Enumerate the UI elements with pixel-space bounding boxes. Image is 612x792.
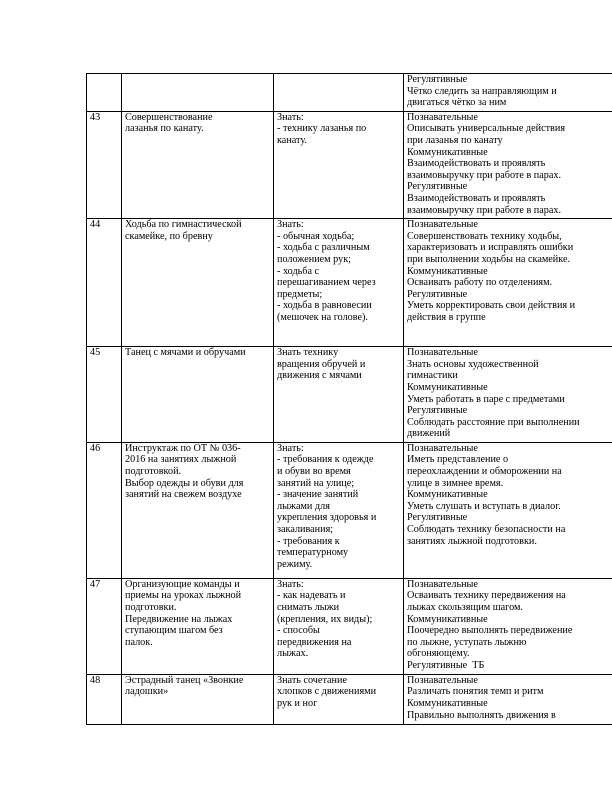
cell-text-line: Коммуникативные xyxy=(407,698,488,710)
cell-text-line: Передвижение на лыжах xyxy=(125,613,233,625)
cell-text-line: температурному xyxy=(277,547,349,559)
cell-text-line: Познавательные xyxy=(407,578,478,590)
table-row xyxy=(87,674,612,724)
cell-text-line: - как надевать и xyxy=(277,590,346,602)
cell-text-line: Соблюдать технику безопасности на xyxy=(407,524,566,536)
cell-text-line: движения с мячами xyxy=(277,370,362,382)
cell-text-line: улице в зимнее время. xyxy=(407,477,504,489)
cell-text-line: Взаимодействовать и проявлять xyxy=(407,158,546,170)
lesson-topic-cell xyxy=(122,219,274,347)
cell-text-line: Знать: xyxy=(277,111,304,123)
lesson-topic-cell xyxy=(122,578,274,674)
cell-text-line: Знать основы художественной xyxy=(407,358,539,370)
cell-text-line: Знать: xyxy=(277,578,304,590)
cell-text-line: занятиях лыжной подготовки. xyxy=(407,535,537,547)
cell-text-line: канату. xyxy=(277,134,307,146)
cell-text-line: Инструктаж по ОТ № 036- xyxy=(125,442,241,454)
cell-text-line: лазанья по канату. xyxy=(125,123,204,135)
cell-text-line: Знать: xyxy=(277,442,304,454)
cell-text-line: Познавательные xyxy=(407,219,478,231)
cell-text-line: Иметь представление о xyxy=(407,454,509,466)
learning-actions-cell xyxy=(404,442,612,578)
cell-text-line: Знать технику xyxy=(277,347,339,359)
cell-text-line: по лыжне, уступать лыжню xyxy=(407,636,527,648)
lesson-number-cell xyxy=(87,674,122,724)
cell-text-line: подготовкой. xyxy=(125,466,182,478)
cell-text-line: Познавательные xyxy=(407,674,478,686)
table-body xyxy=(87,74,612,725)
cell-text-line: Регулятивные xyxy=(407,405,468,417)
learning-actions-cell xyxy=(404,111,612,218)
cell-text-line: Различать понятия темп и ритм xyxy=(407,686,544,698)
table-row xyxy=(87,578,612,674)
lesson-number: 44 xyxy=(90,219,101,231)
cell-text-line: Регулятивные ТБ xyxy=(407,660,485,672)
cell-text-line: 2016 на занятиях лыжной xyxy=(125,454,237,466)
cell-text-line: при выполнении ходьбы на скамейке. xyxy=(407,253,571,265)
knowledge-cell xyxy=(274,674,404,724)
cell-text-line: гимнастики xyxy=(407,370,458,382)
lesson-topic-cell xyxy=(122,674,274,724)
knowledge-cell xyxy=(274,219,404,347)
cell-text-line: (мешочек на голове). xyxy=(277,311,368,323)
lesson-topic-cell xyxy=(122,442,274,578)
cell-text-line: и обуви во время xyxy=(277,466,351,478)
cell-text-line: - требования к одежде xyxy=(277,454,374,466)
table-row xyxy=(87,347,612,443)
cell-text-line: - значение занятий xyxy=(277,489,359,501)
cell-text-line: лыжах скользящим шагом. xyxy=(407,602,523,614)
cell-text-line: Познавательные xyxy=(407,442,478,454)
lesson-number-cell xyxy=(87,219,122,347)
knowledge-cell xyxy=(274,442,404,578)
cell-text-line: рук и ног xyxy=(277,698,318,710)
cell-text-line: Коммуникативные xyxy=(407,265,488,277)
cell-text-line: переохлаждении и обморожении на xyxy=(407,466,562,478)
cell-text-line: вращения обручей и xyxy=(277,358,366,370)
cell-text-line: подготовки. xyxy=(125,602,177,614)
cell-text-line: Эстрадный танец «Звонкие xyxy=(125,674,244,686)
cell-text-line: Знать сочетание xyxy=(277,674,347,686)
cell-text-line: - технику лазанья по xyxy=(277,123,367,135)
cell-text-line: взаимовыручку при работе в парах. xyxy=(407,204,562,216)
cell-text-line: Выбор одежды и обуви для xyxy=(125,477,244,489)
cell-text-line: - ходьба с xyxy=(277,265,320,277)
knowledge-cell xyxy=(274,578,404,674)
cell-text-line: режиму. xyxy=(277,558,313,570)
cell-text-line: Соблюдать расстояние при выполнении xyxy=(407,416,580,428)
cell-text-line: предметы; xyxy=(277,288,323,300)
cell-text-line: ступающим шагом без xyxy=(125,625,223,637)
knowledge-cell xyxy=(274,347,404,443)
learning-actions-cell xyxy=(404,219,612,347)
cell-text-line: занятий на улице; xyxy=(277,477,355,489)
table-row xyxy=(87,74,612,112)
lesson-topic-cell xyxy=(122,74,274,112)
cell-text-line: двигаться чётко за ним xyxy=(407,97,507,109)
learning-actions-cell xyxy=(404,74,612,112)
cell-text-line: Совершенствовать технику ходьбы, xyxy=(407,230,562,242)
cell-text-line: Организующие команды и xyxy=(125,578,240,590)
cell-text-line: при лазанья по канату xyxy=(407,134,503,146)
cell-text-line: Познавательные xyxy=(407,111,478,123)
cell-text-line: движений xyxy=(407,428,451,440)
lesson-number: 48 xyxy=(90,674,101,686)
cell-text-line: лыжами для xyxy=(277,500,330,512)
lesson-plan-table xyxy=(86,73,612,725)
cell-text-line: Ходьба по гимнастической xyxy=(125,219,242,231)
cell-text-line: действия в группе xyxy=(407,311,486,323)
lesson-number: 46 xyxy=(90,442,101,454)
cell-text-line: Знать: xyxy=(277,219,304,231)
lesson-number-cell xyxy=(87,442,122,578)
cell-text-line: - ходьба в равновесии xyxy=(277,300,372,312)
lesson-number-cell xyxy=(87,74,122,112)
cell-text-line: Осваивать работу по отделениям. xyxy=(407,277,553,289)
cell-text-line: снимать лыжи xyxy=(277,602,340,614)
lesson-number-cell xyxy=(87,578,122,674)
cell-text-line: взаимовыручку при работе в парах. xyxy=(407,169,562,181)
cell-text-line: Коммуникативные xyxy=(407,613,488,625)
cell-text-line: передвижения на xyxy=(277,636,352,648)
lesson-number: 45 xyxy=(90,347,101,359)
cell-text-line: - требования к xyxy=(277,535,340,547)
cell-text-line: Регулятивные xyxy=(407,512,468,524)
lesson-topic-cell xyxy=(122,111,274,218)
cell-text-line: Взаимодействовать и проявлять xyxy=(407,192,546,204)
learning-actions-cell xyxy=(404,674,612,724)
cell-text-line: - способы xyxy=(277,625,320,637)
cell-text-line: Правильно выполнять движения в xyxy=(407,709,556,721)
cell-text-line: Осваивать технику передвижения на xyxy=(407,590,566,602)
cell-text-line: положением рук; xyxy=(277,253,352,265)
cell-text-line: палок. xyxy=(125,636,153,648)
cell-text-line: - обычная ходьба; xyxy=(277,230,355,242)
lesson-number-cell xyxy=(87,111,122,218)
cell-text-line: Уметь работать в паре с предметами xyxy=(407,393,565,405)
cell-text-line: Регулятивные xyxy=(407,288,468,300)
cell-text-line: Регулятивные xyxy=(407,74,468,85)
cell-text-line: хлопков с движениями xyxy=(277,686,377,698)
cell-text-line: Танец с мячами и обручами xyxy=(125,347,246,359)
learning-actions-cell xyxy=(404,578,612,674)
cell-text-line: Совершенствование xyxy=(125,111,213,123)
lesson-number: 43 xyxy=(90,111,101,123)
cell-text-line: Коммуникативные xyxy=(407,489,488,501)
cell-text-line: Поочередно выполнять передвижение xyxy=(407,625,573,637)
cell-text-line: перешагиванием через xyxy=(277,277,376,289)
cell-text-line: Регулятивные xyxy=(407,181,468,193)
knowledge-cell xyxy=(274,74,404,112)
table-row xyxy=(87,442,612,578)
cell-text-line: Коммуникативные xyxy=(407,381,488,393)
cell-text-line: Чётко следить за направляющим и xyxy=(407,85,557,97)
cell-text-line: Описывать универсальные действия xyxy=(407,123,566,135)
cell-text-line: Уметь корректировать свои действия и xyxy=(407,300,576,312)
cell-text-line: Коммуникативные xyxy=(407,146,488,158)
cell-text-line: закаливания; xyxy=(277,524,334,536)
lesson-number: 47 xyxy=(90,578,101,590)
cell-text-line: характеризовать и исправлять ошибки xyxy=(407,242,574,254)
cell-text-line: - ходьба с различным xyxy=(277,242,370,254)
cell-text-line: укрепления здоровья и xyxy=(277,512,377,524)
cell-text-line: ладошки» xyxy=(125,686,169,698)
cell-text-line: лыжах. xyxy=(277,648,309,660)
cell-text-line: приемы на уроках лыжной xyxy=(125,590,242,602)
cell-text-line: (крепления, их виды); xyxy=(277,613,373,625)
cell-text-line: скамейке, по бревну xyxy=(125,230,213,242)
cell-text-line: Познавательные xyxy=(407,347,478,359)
table-row xyxy=(87,111,612,218)
table-row xyxy=(87,219,612,347)
cell-text-line: Уметь слушать и вступать в диалог. xyxy=(407,500,561,512)
knowledge-cell xyxy=(274,111,404,218)
cell-text-line: занятий на свежем воздухе xyxy=(125,489,242,501)
learning-actions-cell xyxy=(404,347,612,443)
lesson-number-cell xyxy=(87,347,122,443)
cell-text-line: обгоняющему. xyxy=(407,648,470,660)
lesson-topic-cell xyxy=(122,347,274,443)
